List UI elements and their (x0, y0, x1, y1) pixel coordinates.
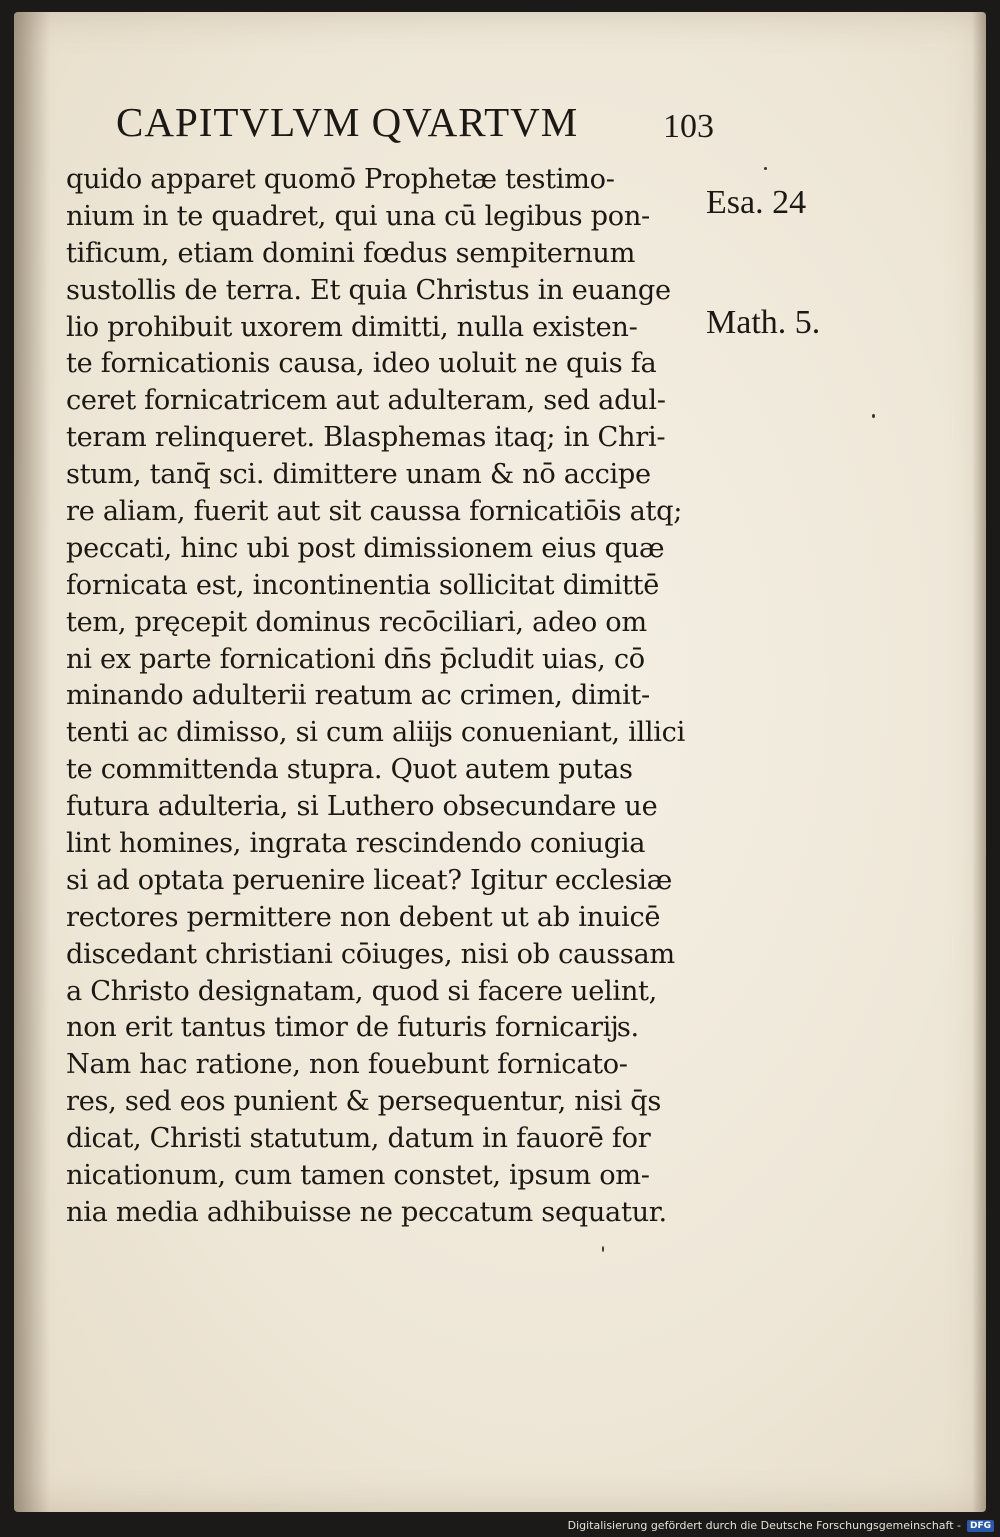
text-line: res, sed eos punient & persequentur, nisi q̄s (66, 1086, 662, 1118)
text-line: lint homines, ingrata rescindendo coniugia (66, 828, 646, 860)
text-line: tenti ac dimisso, si cum aliĳs conueniant, illici (66, 717, 685, 749)
footer-credit: Digitalisierung gefördert durch die Deutsche Forschungsgemeinschaft - (567, 1519, 961, 1532)
text-line: nicationum, cum tamen constet, ipsum om- (66, 1160, 650, 1192)
book-page (14, 12, 986, 1512)
text-line: ni ex parte fornicationi dn̄s p̄cludit uias, cō (66, 643, 645, 675)
text-line: dicat, Christi statutum, datum in fauorē for (66, 1123, 651, 1155)
text-line: nium in te quadret, qui una cū legibus pon- (66, 200, 650, 232)
text-line: non erit tantus timor de futuris fornicarĳs. (66, 1012, 639, 1044)
running-head (116, 98, 736, 158)
ink-speck (764, 167, 767, 170)
digitization-footer (558, 1514, 1000, 1537)
dfg-logo-icon: DFG (967, 1520, 994, 1532)
text-line: tificum, etiam domini fœdus sempiternum (66, 237, 636, 269)
margin-note-math: Math. 5. (706, 304, 821, 341)
text-line: re aliam, fuerit aut sit caussa fornicatiōis atq; (66, 496, 683, 528)
text-line: nia media adhibuisse ne peccatum sequatur. (66, 1196, 667, 1228)
folio-number: 103 (663, 108, 714, 145)
text-line: futura adulteria, si Luthero obsecundare ue (66, 791, 658, 823)
page-edge-shadow (972, 12, 986, 1512)
margin-note-esa: Esa. 24 (706, 184, 807, 221)
ink-speck (872, 414, 875, 418)
text-line: te fornicationis causa, ideo uoluit ne quis fa (66, 348, 657, 380)
text-line: stum, tanq̄ sci. dimittere unam & nō accipe (66, 459, 651, 491)
body-text (66, 162, 756, 1232)
text-line: si ad optata peruenire liceat? Igitur ecclesiæ (66, 864, 672, 896)
text-line: discedant christiani cōiuges, nisi ob caussam (66, 938, 675, 970)
text-line: a Christo designatam, quod si facere uelint, (66, 975, 658, 1007)
text-line: peccati, hinc ubi post dimissionem eius quæ (66, 532, 665, 564)
text-line: rectores permittere non debent ut ab inuicē (66, 901, 661, 933)
ink-speck (602, 1246, 604, 1252)
text-line: lio prohibuit uxorem dimitti, nulla existen- (66, 311, 638, 343)
text-line: fornicata est, incontinentia sollicitat dimittē (66, 569, 660, 601)
text-line: teram relinqueret. Blasphemas itaq; in Chri- (66, 422, 666, 454)
page-gutter-shadow (14, 12, 50, 1512)
text-line: tem, pręcepit dominus recōciliari, adeo om (66, 606, 647, 638)
text-line: ceret fornicatricem aut adulteram, sed adul- (66, 385, 666, 417)
text-line: minando adulterii reatum ac crimen, dimit- (66, 680, 650, 712)
text-line: Nam hac ratione, non fouebunt fornicato- (66, 1049, 628, 1081)
text-line: te committenda stupra. Quot autem putas (66, 754, 633, 786)
text-line: sustollis de terra. Et quia Christus in euange (66, 274, 671, 306)
text-line: quido apparet quomō Prophetæ testimo- (66, 164, 615, 195)
running-title: CAPITVLVM QVARTVM (116, 99, 579, 145)
